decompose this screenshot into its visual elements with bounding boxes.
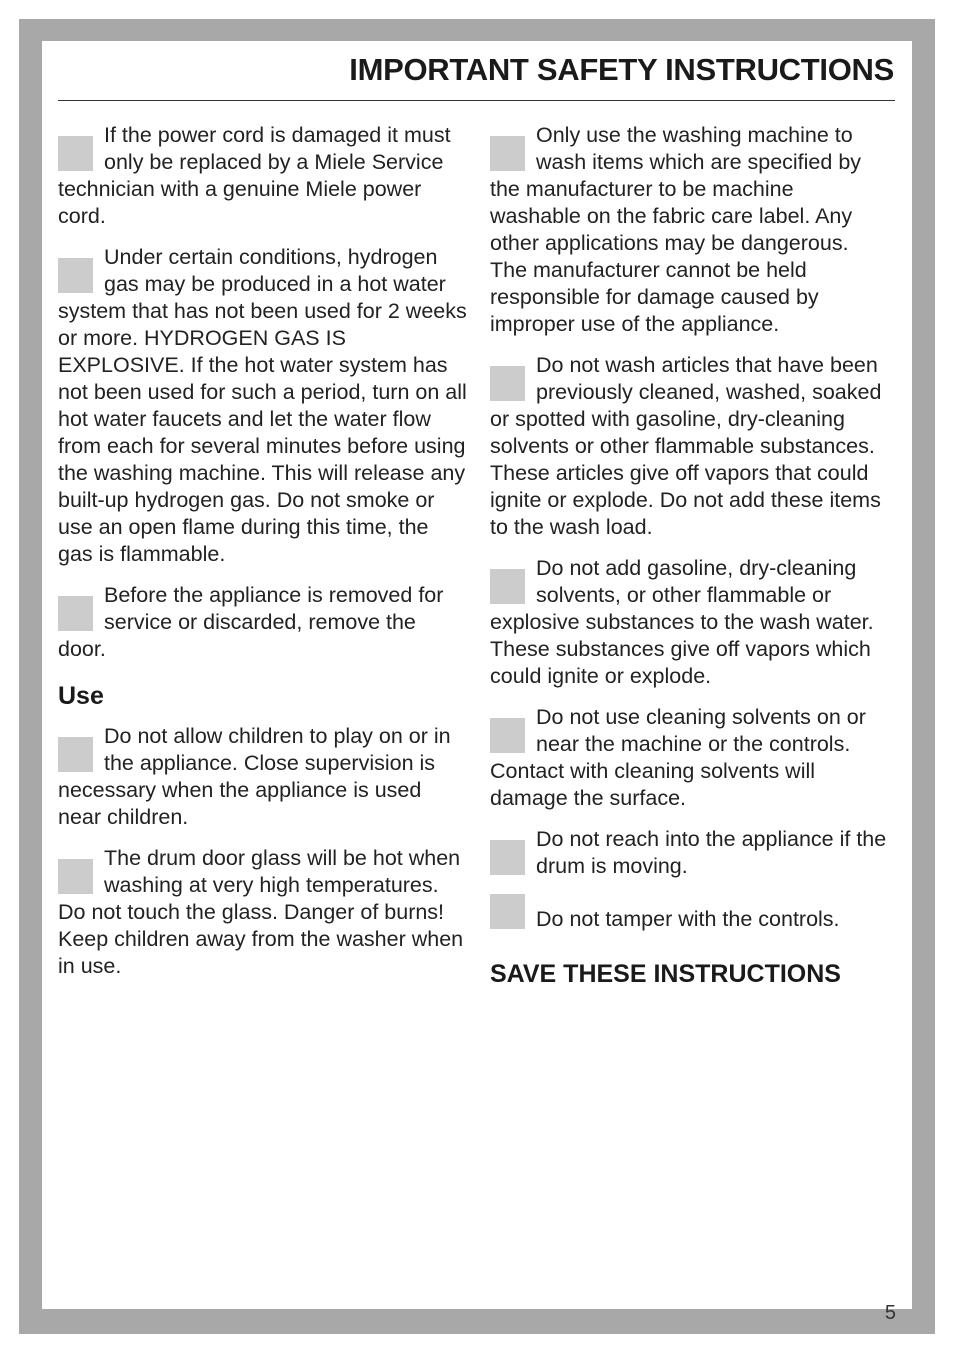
bullet-marker xyxy=(58,258,93,293)
bullet-marker xyxy=(490,718,525,753)
bullet-marker xyxy=(490,136,525,171)
bullet-marker xyxy=(490,366,525,401)
bullet-marker xyxy=(58,737,93,772)
header-divider xyxy=(58,100,895,101)
page-title: IMPORTANT SAFETY INSTRUCTIONS xyxy=(349,52,894,87)
left-column xyxy=(58,122,468,994)
instruction-item xyxy=(490,352,890,541)
right-column xyxy=(490,122,890,989)
instruction-item xyxy=(58,244,468,568)
section-heading-use: Use xyxy=(58,682,104,710)
instruction-item xyxy=(58,723,468,831)
instruction-text: The drum door glass will be hot when washing at very high temperatures. xyxy=(104,846,461,897)
instruction-text: Do not reach into the appliance if the drum is moving. xyxy=(536,827,887,878)
instruction-text-continued: Do not touch the glass. Danger of burns! Keep children away from the washer when in use. xyxy=(58,900,464,978)
bullet-marker xyxy=(58,596,93,631)
bullet-marker xyxy=(58,136,93,171)
instruction-text: Do not wash articles that have been previously cleaned, washed, soaked or spotted with gasoline, dry-cleaning solvents or other flammable substances. These articles give off vapors that could ignite or explode. Do not add these items to the wash load. xyxy=(490,353,882,539)
instruction-item xyxy=(58,122,468,230)
instruction-text: Under certain conditions, hydrogen gas may be produced in a hot water system that has not been used for 2 weeks or more. HYDROGEN GAS IS EXPLOSIVE. If the hot water system has not been used for such a period, turn on all hot water faucets and let the water flow from each for several minutes before using the washing machine. This will release any built-up hydrogen gas. Do not smoke or use an open flame during this time, the gas is flammable. xyxy=(58,245,467,566)
bullet-marker xyxy=(490,894,525,929)
instruction-text: Only use the washing machine to wash items which are specified by the manufacturer to be machine washable on the fabric care label. Any other applications may be dangerous. The manufacturer cannot be held responsible for damage caused by improper use of the appliance. xyxy=(490,123,862,336)
bullet-marker xyxy=(490,569,525,604)
instruction-text: Do not tamper with the controls. xyxy=(536,907,840,931)
save-instructions-heading: SAVE THESE INSTRUCTIONS xyxy=(490,960,841,988)
instruction-item xyxy=(490,555,890,690)
instruction-item xyxy=(490,894,890,933)
page-number: 5 xyxy=(884,1302,896,1324)
instruction-item xyxy=(490,122,890,338)
instruction-text: Do not use cleaning solvents on or near the machine or the controls. Contact with cleaning solvents will damage the surface. xyxy=(490,705,866,810)
bullet-marker xyxy=(58,859,93,894)
instruction-item xyxy=(58,845,468,980)
instruction-item xyxy=(490,704,890,812)
instruction-item xyxy=(490,826,890,880)
instruction-text: Do not add gasoline, dry-cleaning solvents, or other flammable or explosive substances to the wash water. These substances give off vapors which could ignite or explode. xyxy=(490,556,874,688)
bullet-marker xyxy=(490,840,525,875)
instruction-item xyxy=(58,582,468,663)
instruction-text: Do not allow children to play on or in the appliance. Close supervision is necessary when the appliance is used near children. xyxy=(58,724,451,829)
instruction-text: If the power cord is damaged it must only be replaced by a Miele Service technician with a genuine Miele power cord. xyxy=(58,123,451,228)
instruction-text: Before the appliance is removed for service or discarded, remove the door. xyxy=(58,583,444,661)
